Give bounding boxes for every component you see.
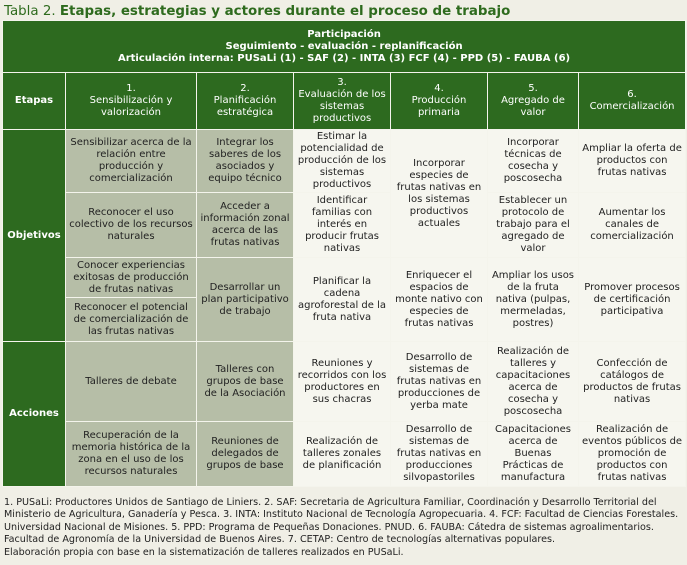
action-cell: Realización de talleres y capacitaciones acerca de cosecha y poscosecha xyxy=(488,342,579,422)
objective-cell: Reconocer el uso colectivo de los recursos naturales xyxy=(66,193,197,258)
action-cell: Recuperación de la memoria histórica de la zona en el uso de los recursos naturales xyxy=(66,422,197,487)
abbreviation-notes: 1. PUSaLi: Productores Unidos de Santiago de Liniers. 2. SAF: Secretaria de Agricultura Familiar, Coordinación y Desarrollo Territorial del Ministerio de Agricultura, Ganadería y Pesca. 3. INTA: Instituto Nacional de Tecnología Agropecuaria. 4. FCF: Facultad de Ciencias Forestales. Universidad Nacional de Misiones. 5. PPD: Programa de Pequeñas Donaciones. PNUD. 6. FAUBA: Cátedra de sistemas agroalimentarios. Facultad de Agronomía de la Universidad de Buenos Aires. 7. CETAP: Centro de tecnologías alternativas populares. xyxy=(4,497,679,546)
objective-cell: Acceder a información zonal acerca de las frutas nativas xyxy=(197,193,294,258)
objective-cell: Integrar los saberes de los asociados y equipo técnico xyxy=(197,130,294,193)
objective-cell: Enriquecer el espacios de monte nativo con especies de frutas nativas xyxy=(391,258,488,342)
monitoring-label: Seguimiento - evaluación - replanificación xyxy=(225,40,463,52)
action-cell: Realización de eventos públicos de promoción de productos con frutas nativas xyxy=(579,422,686,487)
objective-cell: Aumentar los canales de comercialización xyxy=(579,193,686,258)
action-cell: Talleres con grupos de base de la Asociación xyxy=(197,342,294,422)
source-note: Elaboración propia con base en la sistematización de talleres realizados en PUSaLi. xyxy=(4,546,404,558)
action-cell: Reuniones y recorridos con los productores en sus chacras xyxy=(294,342,391,422)
objective-cell: Identificar familias con interés en producir frutas nativas xyxy=(294,193,391,258)
stage-header-5: 5. Agregado de valor xyxy=(488,73,579,130)
objective-cell: Conocer experiencias exitosas de producción de frutas nativas xyxy=(66,258,197,298)
stage-header-3: 3. Evaluación de los sistemas productivos xyxy=(294,73,391,130)
objective-cell: Reconocer el potencial de comercialización de las frutas nativas xyxy=(66,298,197,342)
action-cell: Capacitaciones acerca de Buenas Prácticas de manufactura xyxy=(488,422,579,487)
action-cell: Realización de talleres zonales de planificación xyxy=(294,422,391,487)
objective-cell: Ampliar los usos de la fruta nativa (pulpas, mermeladas, postres) xyxy=(488,258,579,342)
objective-cell: Sensibilizar acerca de la relación entre producción y comercialización xyxy=(66,130,197,193)
stage-header-6: 6. Comercialización xyxy=(579,73,686,130)
stage-header-1: 1. Sensibilización y valorización xyxy=(66,73,197,130)
caption-title: Etapas, estrategias y actores durante el proceso de trabajo xyxy=(59,4,511,19)
participation-header xyxy=(3,21,686,73)
stage-header-2: 2. Planificación estratégica xyxy=(197,73,294,130)
objective-cell: Estimar la potencialidad de producción de los sistemas productivos xyxy=(294,130,391,193)
etapas-header: Etapas xyxy=(3,73,66,130)
stages-table xyxy=(2,20,686,487)
action-cell: Confección de catálogos de productos de frutas nativas xyxy=(579,342,686,422)
action-cell: Talleres de debate xyxy=(66,342,197,422)
objective-cell: Desarrollar un plan participativo de trabajo xyxy=(197,258,294,342)
objective-cell: Incorporar técnicas de cosecha y poscosecha xyxy=(488,130,579,193)
action-cell: Reuniones de delegados de grupos de base xyxy=(197,422,294,487)
objective-cell: Incorporar especies de frutas nativas en los sistemas productivos actuales xyxy=(391,130,488,258)
objective-cell: Promover procesos de certificación participativa xyxy=(579,258,686,342)
table-footnotes xyxy=(4,497,684,559)
objetivos-label: Objetivos xyxy=(3,130,66,342)
articulation-label: Articulación interna: PUSaLi (1) - SAF (2) - INTA (3) FCF (4) - PPD (5) - FAUBA (6) xyxy=(117,52,571,64)
acciones-label: Acciones xyxy=(3,342,66,487)
stage-header-4: 4. Producción primaria xyxy=(391,73,488,130)
objective-cell: Establecer un protocolo de trabajo para el agregado de valor xyxy=(488,193,579,258)
objective-cell: Planificar la cadena agroforestal de la fruta nativa xyxy=(294,258,391,342)
table-caption xyxy=(4,4,510,19)
action-cell: Desarrollo de sistemas de frutas nativas en producciones de yerba mate xyxy=(391,342,488,422)
caption-prefix: Tabla 2. xyxy=(4,4,56,19)
objective-cell: Ampliar la oferta de productos con frutas nativas xyxy=(579,130,686,193)
action-cell: Desarrollo de sistemas de frutas nativas en producciones silvopastoriles xyxy=(391,422,488,487)
participation-label: Participación xyxy=(307,28,381,40)
